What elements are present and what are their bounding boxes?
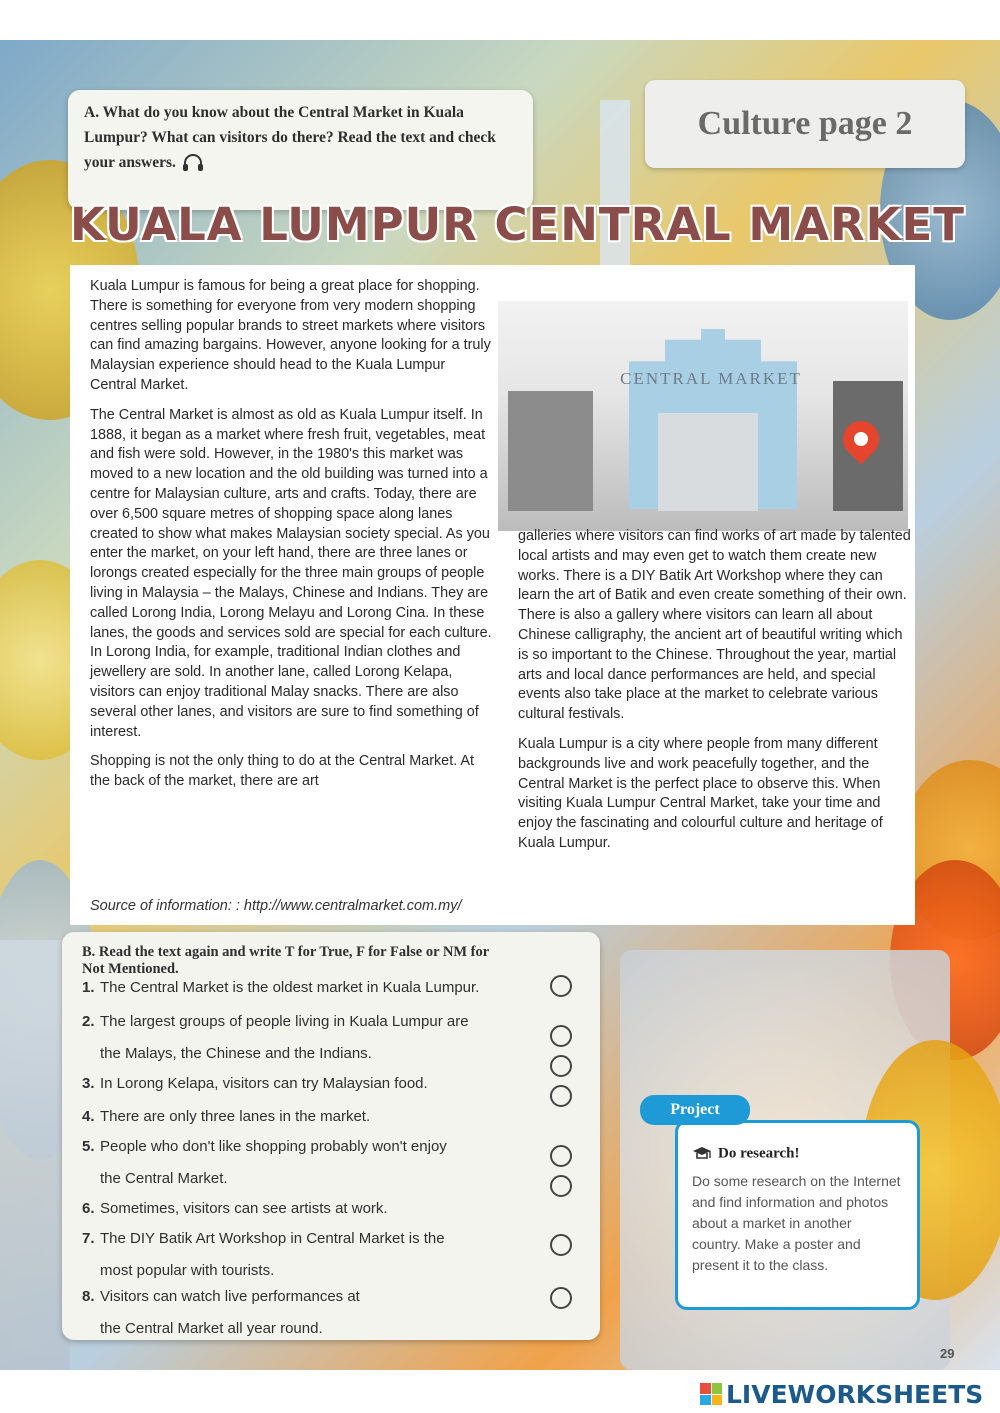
building-sign: CENTRAL MARKET	[620, 369, 802, 388]
article-column-1	[90, 277, 495, 802]
worksheet-page	[0, 40, 1000, 1370]
article	[70, 265, 915, 925]
graduation-cap-icon	[692, 1145, 712, 1163]
task-b-box	[62, 932, 600, 1340]
project-tag: Project	[640, 1095, 750, 1125]
answer-circle-7[interactable]	[550, 1234, 572, 1256]
answer-circle-1[interactable]	[550, 975, 572, 997]
answer-circle-5[interactable]	[550, 1145, 572, 1167]
logo-icon	[700, 1383, 722, 1405]
answer-circle-3[interactable]	[550, 1055, 572, 1077]
answer-circle-4[interactable]	[550, 1085, 572, 1107]
question-5: 5. People who don't like shopping probably won't enjoy the Central Market.	[82, 1138, 447, 1187]
question-4: 4. There are only three lanes in the market.	[82, 1108, 371, 1125]
building-entrance	[658, 413, 758, 511]
project-heading: Do research!	[692, 1145, 903, 1163]
question-2: 2. The largest groups of people living in Kuala Lumpur are the Malays, the Chinese and the Indians.	[82, 1013, 469, 1062]
article-column-2	[518, 527, 913, 864]
task-b-title: B. Read the text again and write T for True, F for False or NM for Not Mentioned.	[82, 944, 489, 977]
decor-skyline	[0, 940, 70, 1370]
question-6: 6. Sometimes, visitors can see artists at work.	[82, 1200, 388, 1217]
question-8: 8. Visitors can watch live performances at the Central Market all year round.	[82, 1288, 360, 1337]
paragraph: Shopping is not the only thing to do at the Central Market. At the back of the market, there are art	[90, 753, 474, 790]
page-number: 29	[940, 1346, 955, 1361]
culture-page-label: Culture page 2	[645, 80, 965, 168]
paragraph: Kuala Lumpur is a city where people from many different backgrounds live and work peacefully together, and the Central Market is the perfect place to observe this. When visiting Kuala Lumpur Central Market, take your time and enjoy the fascinating and colourful culture and heritage of Kuala Lumpur.	[518, 735, 883, 851]
project-box	[675, 1120, 920, 1310]
question-3: 3. In Lorong Kelapa, visitors can try Malaysian food.	[82, 1075, 428, 1092]
answer-circle-2[interactable]	[550, 1025, 572, 1047]
paragraph: galleries where visitors can find works of art made by talented local artists and may even get to watch them create new works. There is a DIY Batik Art Workshop where they can learn the art of Batik and even create something of their own. There is also a gallery where visitors can learn all about Chinese calligraphy, the ancient art of beautiful writing which is so important to the Chinese. Throughout the year, martial arts and local dance performances are held, and special events also take place at the market to celebrate various cultural festivals.	[518, 528, 911, 723]
paragraph: Kuala Lumpur is famous for being a great place for shopping. There is something for everyone from very modern shopping centres selling popular brands to street markets where visitors can find amazing bargains. However, anyone looking for a truly Malaysian experience should head to the Kuala Lumpur Central Market.	[90, 278, 491, 393]
paragraph: The Central Market is almost as old as Kuala Lumpur itself. In 1888, it began as a market where fresh fruit, vegetables, meat and fish were sold. However, in the 1980's this market was moved to a new location and the old building was turned into a centre for Malaysian culture, arts and crafts. Today, there are over 6,500 square metres of shopping space along lanes created to show what makes Malaysian society special. As you enter the market, on your left hand, there are three lanes or lorongs created especially for the three main groups of people living in Malaysia – the Malays, Chinese and Indians. They are called Lorong India, Lorong Melayu and Lorong Cina. In these lanes, the goods and services sold are special for each culture. In Lorong India, for example, traditional Indian clothes and jewellery are sold. In another lane, called Lorong Kelapa, visitors can enjoy traditional Malay snacks. There are also several other lanes, and visitors are sure to find something of interest.	[90, 406, 492, 740]
task-a-text: A. What do you know about the Central Market in Kuala Lumpur? What can visitors do there? Read the text and check your answers.	[84, 104, 496, 171]
answer-circle-6[interactable]	[550, 1175, 572, 1197]
source-citation: Source of information: : http://www.centralmarket.com.my/	[90, 898, 462, 914]
page-title: KUALA LUMPUR CENTRAL MARKET	[70, 198, 965, 251]
task-a-box	[68, 90, 533, 210]
answer-circle-8[interactable]	[550, 1287, 572, 1309]
project-text: Do some research on the Internet and find information and photos about a market in another country. Make a poster and present it to the class.	[692, 1173, 901, 1273]
logo-text: LIVEWORKSHEETS	[726, 1379, 984, 1409]
central-market-photo	[498, 301, 908, 531]
question-1: 1. The Central Market is the oldest market in Kuala Lumpur.	[82, 979, 480, 996]
headphones-icon	[182, 154, 204, 172]
question-7: 7. The DIY Batik Art Workshop in Central Market is the most popular with tourists.	[82, 1230, 445, 1279]
liveworksheets-logo	[700, 1380, 983, 1408]
